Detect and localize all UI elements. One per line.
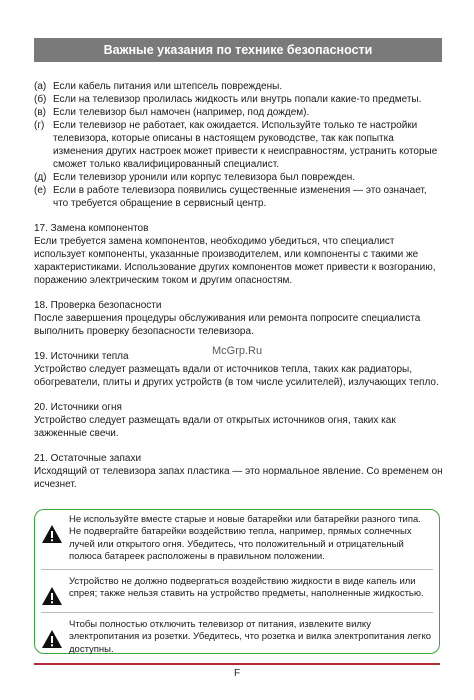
warning-text: Не используйте вместе старые и новые батарейки или батарейки разного типа. Не подвергайте батарейки воздействию тепла, например, прямых солнечных лучей или открытого огня. Убедитесь, что положительный и отрицательный полюса батареек расположены в правильном положении. xyxy=(69,514,421,562)
item-text: Если телевизор уронили или корпус телевизора был поврежден. xyxy=(53,172,356,183)
warning-item xyxy=(41,514,433,563)
item-text: Если кабель питания или штепсель повреждены. xyxy=(53,81,283,92)
section-replacement-parts xyxy=(34,222,444,287)
warning-triangle-icon xyxy=(41,524,63,544)
item-text: Если на телевизор пролилась жидкость или внутрь попали какие-то предметы. xyxy=(53,94,422,105)
item-text: Если телевизор не работает, как ожидается. Используйте только те настройки телевизора, которые описаны в настоящем руководстве, так как попытка изменения других настроек может привести к неисправностям, устранить которые сможет только квалифицированный специалист. xyxy=(53,120,438,170)
warning-box xyxy=(34,509,440,654)
warning-item xyxy=(41,612,433,656)
warning-text: Чтобы полностью отключить телевизор от питания, извлеките вилку электропитания из розетки. Убедитесь, что розетка и вилка электропитания легко доступны. xyxy=(69,619,431,655)
section-body: Если требуется замена компонентов, необходимо убедиться, что специалист использует компоненты, указанные производителем, или компоненты с такими же характеристиками. Использование других компонентов может привести к возгоранию, поражению электрическим током и другим опасностям. xyxy=(34,236,436,286)
item-letter: (в) xyxy=(34,107,46,118)
list-item xyxy=(34,106,444,119)
footer-divider xyxy=(34,663,440,665)
item-text: Если телевизор был намочен (например, под дождем). xyxy=(53,107,310,118)
main-content xyxy=(34,80,444,491)
page-number: F xyxy=(233,668,241,679)
item-letter: (г) xyxy=(34,120,45,131)
list-item xyxy=(34,119,444,171)
item-letter: (а) xyxy=(34,81,47,92)
item-letter: (д) xyxy=(34,172,47,183)
section-body: После завершения процедуры обслуживания или ремонта попросите специалиста выполнить проверку безопасности телевизора. xyxy=(34,313,421,337)
section-fire-sources xyxy=(34,401,444,440)
section-body: Устройство следует размещать вдали от источников тепла, таких как радиаторы, обогреватели, плиты и других устройств (в том числе усилителей), излучающих тепло. xyxy=(34,364,439,388)
list-item xyxy=(34,93,444,106)
section-title: 20. Источники огня xyxy=(34,402,122,413)
warning-triangle-icon xyxy=(41,586,63,606)
section-safety-check xyxy=(34,299,444,338)
watermark: McGrp.Ru xyxy=(212,345,263,357)
section-title: 19. Источники тепла xyxy=(34,351,129,362)
warning-item xyxy=(41,569,433,606)
item-letter: (б) xyxy=(34,94,47,105)
condition-list xyxy=(34,80,444,210)
section-body: Устройство следует размещать вдали от открытых источников огня, таких как зажженные свечи. xyxy=(34,415,396,439)
section-header: Важные указания по технике безопасности xyxy=(34,38,442,62)
warning-triangle-icon xyxy=(41,629,63,649)
section-title: 17. Замена компонентов xyxy=(34,223,149,234)
section-body: Исходящий от телевизора запах пластика — это нормальное явление. Со временем он исчезнет. xyxy=(34,466,443,490)
list-item xyxy=(34,171,444,184)
item-letter: (е) xyxy=(34,185,47,196)
section-title: 18. Проверка безопасности xyxy=(34,300,162,311)
warning-text: Устройство не должно подвергаться воздействию жидкости в виде капель или спрея; также нельзя ставить на устройство предметы, наполненные жидкостью. xyxy=(69,576,424,600)
list-item xyxy=(34,184,444,210)
item-text: Если в работе телевизора появились существенные изменения — это означает, что требуется обращение в сервисный центр. xyxy=(53,185,427,209)
section-residual-odors xyxy=(34,452,444,491)
list-item xyxy=(34,80,444,93)
section-title: 21. Остаточные запахи xyxy=(34,453,142,464)
